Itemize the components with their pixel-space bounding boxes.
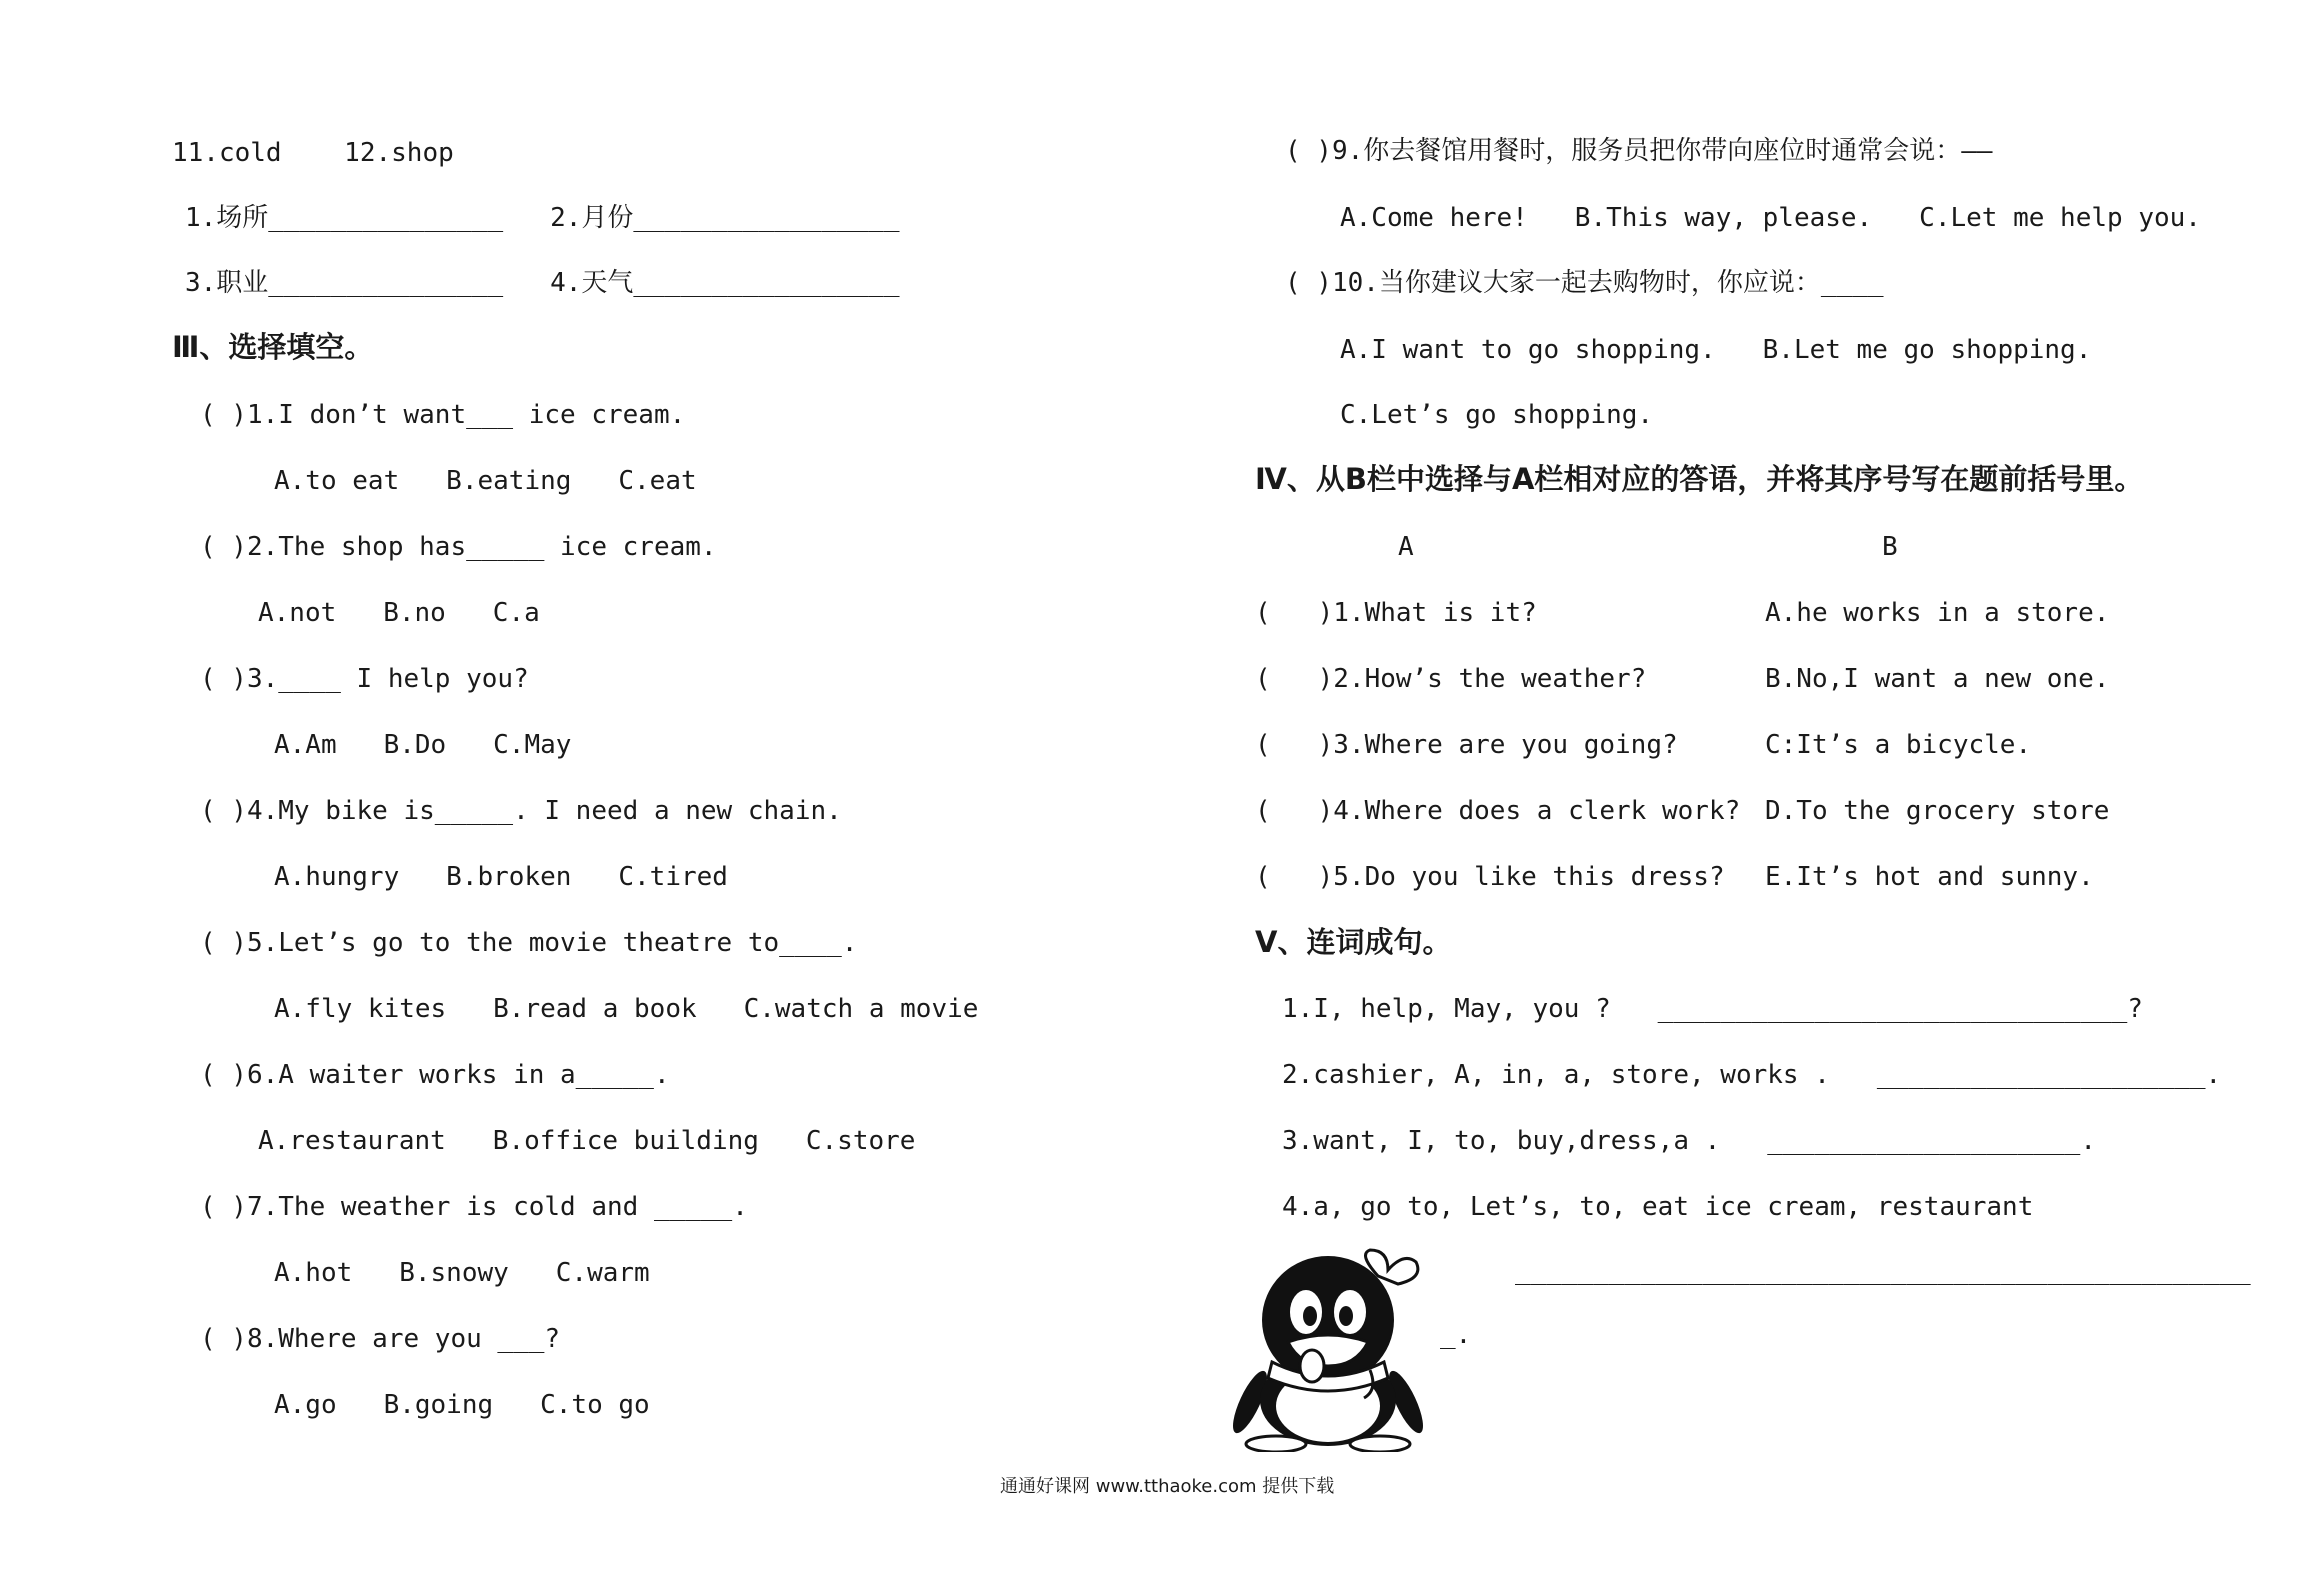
match-a-1: ( )1.What is it? [1255, 598, 1537, 628]
question-4: ( )4.My bike is_____. I need a new chain. [200, 796, 842, 826]
section-5-title: Ⅴ、连词成句。 [1255, 925, 1452, 959]
question-3-options: A.Am B.Do C.May [274, 730, 572, 760]
category-row-1: 1.场所_______________ 2.月份_________________ [185, 203, 900, 233]
question-8-options: A.go B.going C.to go [274, 1390, 650, 1420]
match-a-2: ( )2.How’s the weather? [1255, 664, 1647, 694]
sentence-4: 4.a, go to, Let’s, to, eat ice cream, restaurant [1282, 1192, 2034, 1222]
question-7: ( )7.The weather is cold and _____. [200, 1192, 748, 1222]
sentence-2: 2.cashier, A, in, a, store, works . _____________________. [1282, 1060, 2222, 1090]
question-6-options: A.restaurant B.office building C.store [258, 1126, 916, 1156]
question-10-options-2: C.Let’s go shopping. [1340, 400, 1654, 430]
question-9-options: A.Come here! B.This way, please. C.Let me help you. [1340, 203, 2201, 233]
match-b-2: B.No,I want a new one. [1765, 664, 2110, 694]
question-8: ( )8.Where are you ___? [200, 1324, 561, 1354]
question-10: ( )10.当你建议大家一起去购物时，你应说：____ [1285, 268, 1884, 298]
match-b-4: D.To the grocery store [1765, 796, 2110, 826]
sentence-3: 3.want, I, to, buy,dress,a . ____________________. [1282, 1126, 2096, 1156]
sentence-1: 1.I, help, May, you ? ______________________________? [1282, 994, 2143, 1024]
question-1: ( )1.I don’t want___ ice cream. [200, 400, 686, 430]
question-10-options-1: A.I want to go shopping. B.Let me go shopping. [1340, 335, 2092, 365]
section-3-title: Ⅲ、选择填空。 [172, 330, 374, 364]
match-a-5: ( )5.Do you like this dress? [1255, 862, 1725, 892]
question-7-options: A.hot B.snowy C.warm [274, 1258, 650, 1288]
match-b-3: C:It’s a bicycle. [1765, 730, 2032, 760]
question-1-options: A.to eat B.eating C.eat [274, 466, 697, 496]
match-a-4: ( )4.Where does a clerk work? [1255, 796, 1741, 826]
question-5-options: A.fly kites B.read a book C.watch a movie [274, 994, 979, 1024]
footer-credit: 通通好课网 www.tthaoke.com 提供下载 [1000, 1476, 1335, 1497]
match-b-1: A.he works in a store. [1765, 598, 2110, 628]
question-2-options: A.not B.no C.a [258, 598, 540, 628]
sentence-4-end: _. [1440, 1320, 1472, 1350]
question-3: ( )3.____ I help you? [200, 664, 529, 694]
match-b-5: E.It’s hot and sunny. [1765, 862, 2094, 892]
category-row-2: 3.职业_______________ 4.天气_________________ [185, 268, 900, 298]
section-4-title: Ⅳ、从B栏中选择与A栏相对应的答语，并将其序号写在题前括号里。 [1255, 462, 2144, 496]
question-4-options: A.hungry B.broken C.tired [274, 862, 728, 892]
column-a-header: A [1398, 532, 1414, 562]
vocab-words: 11.cold 12.shop [172, 138, 454, 168]
match-a-3: ( )3.Where are you going? [1255, 730, 1678, 760]
question-6: ( )6.A waiter works in a_____. [200, 1060, 670, 1090]
question-9: ( )9.你去餐馆用餐时，服务员把你带向座位时通常会说：—— [1285, 136, 1993, 166]
penguin-cartoon-icon [1228, 1240, 1428, 1452]
sentence-4-answer-line: _______________________________________________ [1515, 1256, 2251, 1286]
question-5: ( )5.Let’s go to the movie theatre to____. [200, 928, 858, 958]
column-b-header: B [1882, 532, 1898, 562]
question-2: ( )2.The shop has_____ ice cream. [200, 532, 717, 562]
